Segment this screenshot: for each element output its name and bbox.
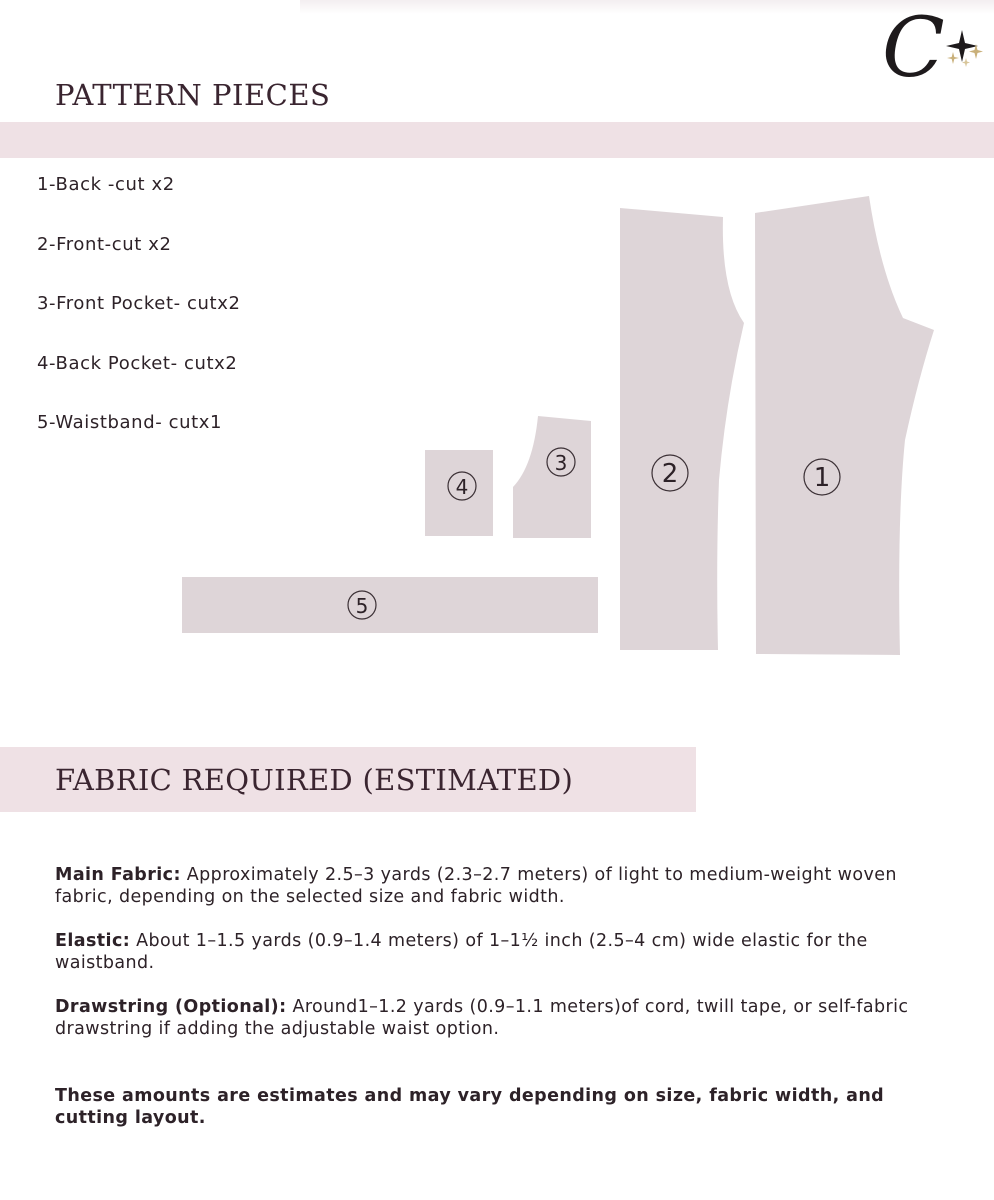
- piece-waistband: [182, 577, 598, 633]
- estimate-note: These amounts are estimates and may vary depending on size, fabric width, and cutting layout.: [55, 1086, 885, 1128]
- logo-letter: C: [882, 1, 945, 96]
- main-fabric-paragraph: [55, 864, 955, 908]
- list-item: 4-Back Pocket- cutx2: [37, 352, 238, 374]
- drawstring-text: Around1–1.2 yards (0.9–1.1 meters)of cord, twill tape, or self-fabric drawstring if adding the adjustable waist option.: [55, 997, 909, 1039]
- piece-front-pocket: [513, 416, 591, 538]
- piece-number: 2: [661, 459, 679, 489]
- elastic-text: About 1–1.5 yards (0.9–1.4 meters) of 1–1½ inch (2.5–4 cm) wide elastic for the waistband.: [55, 931, 868, 973]
- list-item: 3-Front Pocket- cutx2: [37, 293, 241, 314]
- list-item: 1-Back -cut x2: [37, 174, 175, 195]
- page-title: PATTERN PIECES: [55, 78, 331, 112]
- drawstring-label: Drawstring (Optional):: [55, 997, 287, 1017]
- piece-number: 5: [355, 594, 369, 618]
- elastic-paragraph: [55, 930, 955, 974]
- main-fabric-text: Approximately 2.5–3 yards (2.3–2.7 meters) of light to medium-weight woven fabric, depending on the selected size and fabric width.: [55, 865, 897, 907]
- piece-front: [620, 208, 744, 650]
- piece-number: 1: [813, 463, 831, 493]
- piece-number: 4: [455, 475, 469, 499]
- list-item: 5-Waistband- cutx1: [37, 412, 223, 433]
- piece-number: 3: [554, 451, 568, 475]
- elastic-label: Elastic:: [55, 931, 131, 951]
- piece-back: [755, 196, 934, 655]
- list-item: 2-Front-cut x2: [37, 233, 172, 255]
- drawstring-paragraph: [55, 996, 955, 1040]
- main-fabric-label: Main Fabric:: [55, 865, 181, 885]
- fabric-section-title: FABRIC REQUIRED (ESTIMATED): [55, 763, 574, 797]
